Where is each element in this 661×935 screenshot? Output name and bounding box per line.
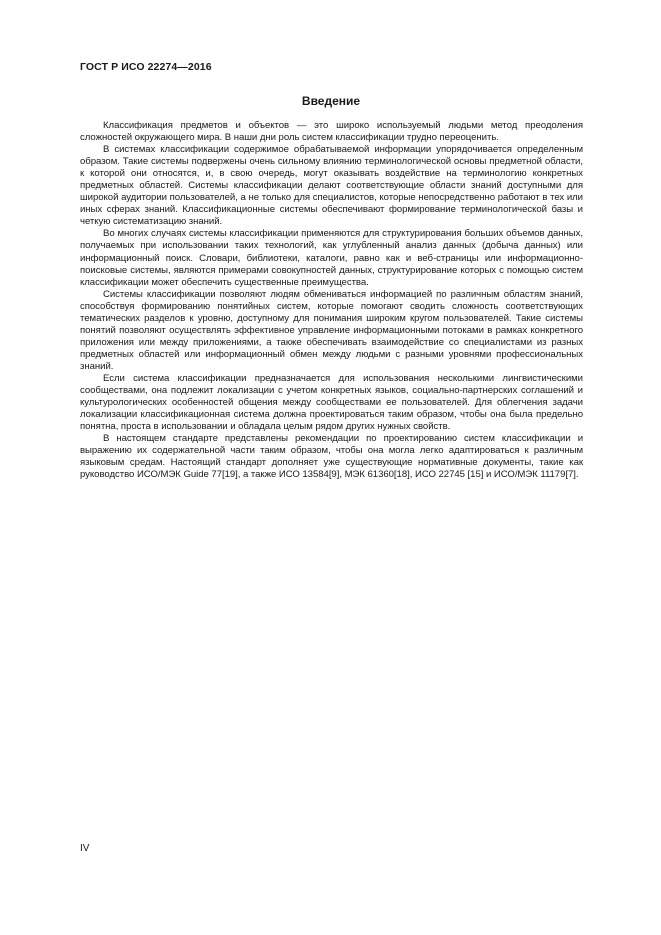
standard-header: ГОСТ Р ИСО 22274—2016 [80, 61, 212, 73]
paragraph: В настоящем стандарте представлены рекомендации по проектированию систем классификации и выражению их содержательной части таким образом, чтобы она могла легко адаптироваться к различным языковым средам. Настоящий стандарт дополняет уже существующие нормативные документы, такие как руководство ИСО/МЭК Guide 77[19], а также ИСО 13584[9], МЭК 61360[18], ИСО 22745 [15] и ИСО/МЭК 11179[7]. [80, 433, 583, 481]
paragraph: Классификация предметов и объектов — это широко используемый людьми метод преодоления сложностей окружающего мира. В наши дни роль систем классификации трудно переоценить. [80, 120, 583, 144]
page-number: IV [80, 843, 90, 854]
paragraph: Во многих случаях системы классификации применяются для структурирования больших объемов данных, получаемых при использовании таких технологий, как углубленный анализ данных (добыча данных) или информационный поиск. Словари, библиотеки, каталоги, равно как и веб-страницы или информационно-поисковые системы, являются примерами совокупностей данных, структурирование которых с помощью систем классификации может обеспечить существенные преимущества. [80, 228, 583, 288]
introduction-body [80, 120, 583, 481]
section-title: Введение [301, 94, 361, 108]
paragraph: Если система классификации предназначается для использования несколькими лингвистическими сообществами, она подлежит локализации с учетом конкретных языков, социально-партнерских соглашений и культурологических особенностей общения между сообществами ее пользователей. Для облегчения задачи локализации классификационная система должна проектироваться таким образом, чтобы она была предельно понятна, проста в использовании и обладала целым рядом других нужных свойств. [80, 372, 583, 433]
paragraph: Системы классификации позволяют людям обмениваться информацией по различным областям знаний, способствуя формированию понятийных систем, которые помогают сводить сложность соответствующих тематических разделов к уровню, доступному для понимания широким кругом пользователей. Такие системы понятий позволяют осуществлять эффективное управление информационными потоками в рамках конкретного приложения или между приложениями, а также обеспечивать взаимодействие со специалистами из разных предметных областей или информационный обмен между людьми с разными уровнями профессиональных знаний. [80, 288, 583, 372]
paragraph: В системах классификации содержимое обрабатываемой информации упорядочивается определенным образом. Такие системы подвержены очень сильному влиянию терминологической основы предметной области, к которой они относятся, и, в свою очередь, могут оказывать воздействие на терминологию конкретных предметных областей. Системы классификации делают соответствующие области знаний доступными для широкой аудитории пользователей, а не только для специалистов, которые непосредственно работают в тех или иных сферах знаний. Классификационные системы обеспечивают формирование терминологической базы и четкую систематизацию знаний. [80, 144, 583, 228]
